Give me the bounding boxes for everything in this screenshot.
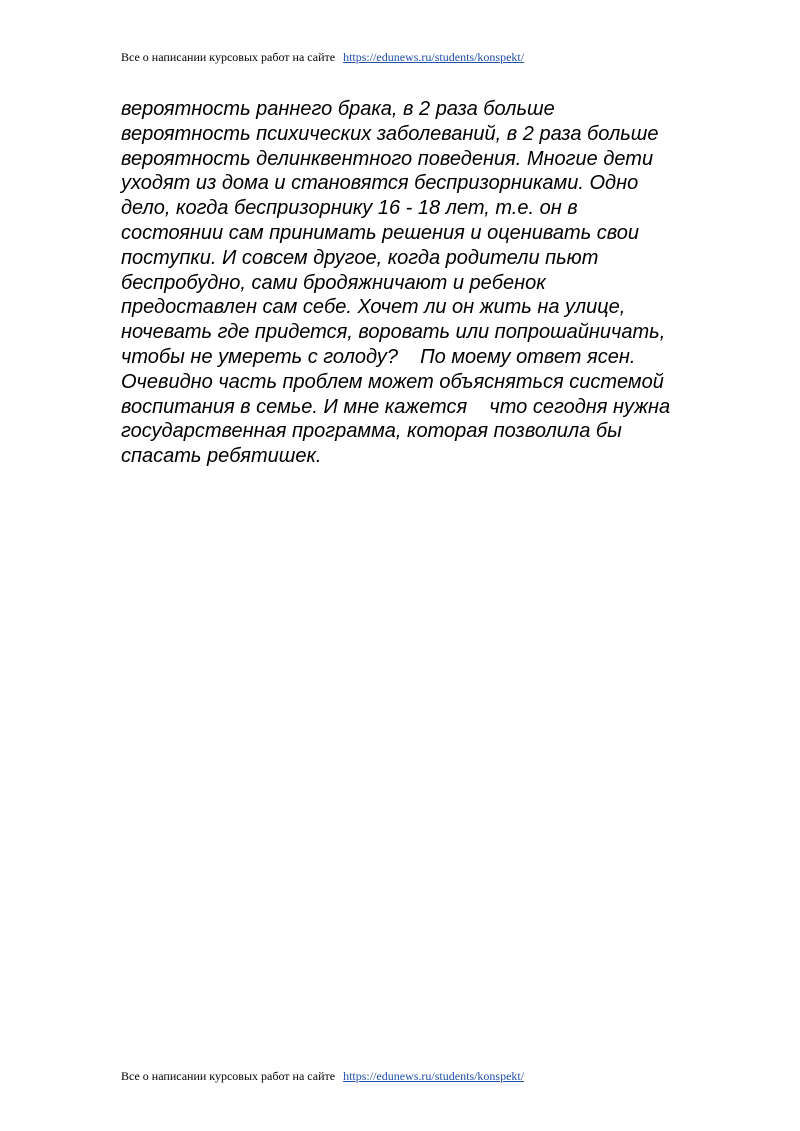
body-line: вероятность раннего брака, в 2 раза больше: [121, 98, 555, 120]
body-line: ночевать где придется, воровать или попрошайничать,: [121, 321, 666, 344]
footer-link[interactable]: https://edunews.ru/students/konspekt/: [343, 1069, 525, 1083]
body-line: предоставлен сам себе. Хочет ли он жить на улице,: [121, 296, 626, 319]
body-line: уходят из дома и становятся беспризорниками. Одно: [121, 172, 639, 195]
body-line: чтобы не умереть с голоду? По моему ответ ясен.: [121, 345, 636, 368]
body-line: спасать ребятишек.: [121, 445, 322, 468]
body-line: вероятность делинквентного поведения. Многие дети: [121, 147, 654, 170]
header-text: Все о написании курсовых работ на сайте: [121, 50, 336, 64]
body-paragraph: [121, 97, 721, 469]
page-footer: [121, 1069, 524, 1083]
body-line: Очевидно часть проблем может объясняться системой: [121, 370, 664, 393]
body-line: дело, когда беспризорнику 16 - 18 лет, т.е. он в: [121, 197, 578, 220]
footer-text: Все о написании курсовых работ на сайте: [121, 1069, 336, 1083]
body-line: беспробудно, сами бродяжничают и ребенок: [121, 271, 546, 294]
body-line: поступки. И совсем другое, когда родители пьют: [121, 246, 599, 269]
body-line: воспитания в семье. И мне кажется что сегодня нужна: [121, 395, 671, 418]
body-line: государственная программа, которая позволила бы: [121, 420, 622, 443]
page-header: [121, 50, 524, 64]
header-link[interactable]: https://edunews.ru/students/konspekt/: [343, 50, 525, 64]
body-line: состоянии сам принимать решения и оценивать свои: [121, 221, 640, 244]
body-line: вероятность психических заболеваний, в 2 раза больше: [121, 122, 659, 145]
